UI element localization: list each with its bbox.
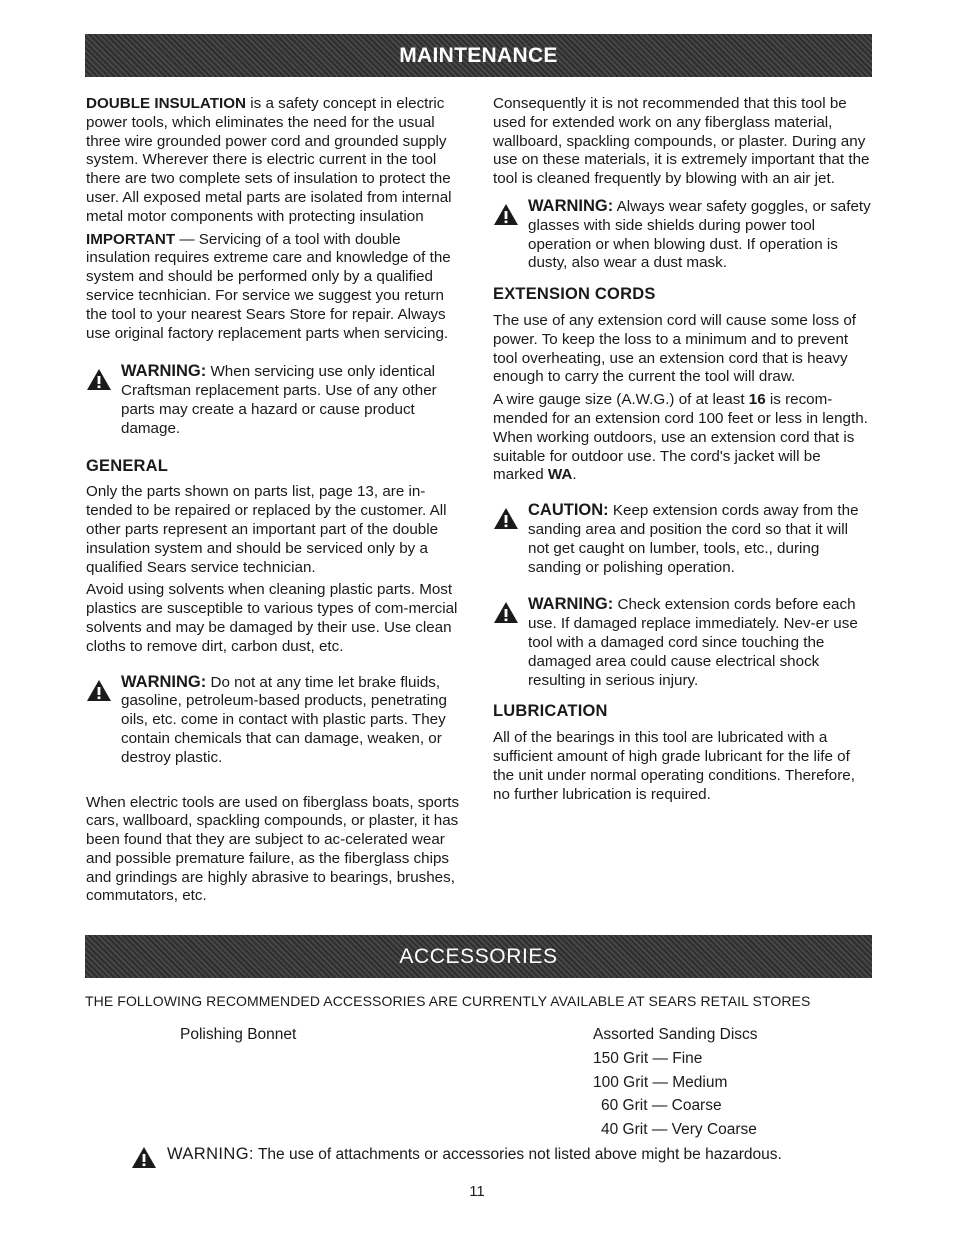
warning-replacement-parts [86,362,466,438]
accessory-polishing-bonnet: Polishing Bonnet [180,1026,297,1043]
warning-label: WARNING: [528,595,614,614]
warning-text: When servicing use only identical Craftsman replacement parts. Use of any other parts may create a hazard or cause product damage. [121,363,437,437]
important-label: IMPORTANT [86,230,176,248]
fiberglass-paragraph: When electric tools are used on fiberglass boats, sports cars, wallboard, spackling compounds, or plaster, it has been found that they are subject to ac-celerated wear and possible premature failure, as the fiberglass chips and grindings are highly abrasive to bearings, brushes, commutators, etc. [86,793,460,905]
warning-text: Do not at any time let brake fluids, gasoline, petroleum-based products, penetrating oils, etc. come in contact with plastic parts. They contain chemicals that can damage, weaken, or destroy plastic. [121,673,447,766]
warning-label: WARNING: [121,672,207,691]
warning-triangle-icon [493,203,519,226]
caution-extension-cords [493,501,873,577]
gauge-value: 16 [748,391,766,409]
extension-text: A wire gauge size (A.W.G.) of at least [493,391,749,409]
warning-triangle-icon [493,601,519,624]
lubrication-heading: LUBRICATION [493,702,608,721]
important-text: — Servicing of a tool with double insulation requires extreme care and knowledge of the system and should be performed only by a qualified service tecnhician. For service we suggest you return the tool to your nearest Sears Store for repair. Always use original factory replacement parts when servicing. [86,230,451,342]
maintenance-header-text: MAINTENANCE [399,44,558,67]
accessory-grit-60: 60 Grit — Coarse [601,1097,722,1114]
jacket-marking: WA [547,466,573,484]
accessories-intro: THE FOLLOWING RECOMMENDED ACCESSORIES ARE CURRENTLY AVAILABLE AT SEARS RETAIL STORES [85,993,811,1009]
warning-check-cords [493,595,873,690]
extension-text: is recom-mended for an extension cord 100 feet or less in length. When working outdoors, use an extension cord that is suitable for outdoor use. The cord's jacket will be marked [493,391,868,484]
warning-label: WARNING: [528,196,614,215]
warning-text: The use of attachments or accessories not listed above might be hazardous. [253,1146,782,1163]
accessory-grit-40: 40 Grit — Very Coarse [601,1121,757,1138]
page-number: 11 [469,1183,485,1200]
warning-label: WARNING: [167,1145,254,1163]
warning-safety-goggles [493,197,873,273]
warning-brake-fluids [86,673,466,768]
extension-cords-heading: EXTENSION CORDS [493,285,656,304]
double-insulation-text: is a safety concept in electric power tools, which eliminates the need for the usual three wire grounded power cord and grounded supply system. Wherever there is electric current in the tool there are two complete sets of insulation to protect the user. All exposed metal parts are isolated from internal metal motor components with protecting insulation [86,95,452,225]
accessories-header-text: ACCESSORIES [399,945,558,968]
maintenance-header [85,34,872,77]
maintenance-right-column [493,95,873,808]
consequently-paragraph: Consequently it is not recommended that this tool be used for extended work on any fiberglass material, wallboard, spackling compounds, or plaster. During any use on these materials, it is extremely important that the tool is cleaned frequently by blowing with an air jet. [493,95,870,188]
accessories-warning [131,1145,782,1165]
warning-text: Always wear safety goggles, or safety glasses with side shields during power tool operation or when blowing dust. If operation is dusty, also wear a dust mask. [528,197,871,272]
accessories-warning-text-wrap [131,1145,782,1165]
caution-text: Keep extension cords away from the sanding area and position the cord so that it will not get caught on lumber, tools, etc., during sanding or polishing operation. [528,502,859,576]
maintenance-left-column [86,95,466,910]
important-paragraph [86,231,466,344]
double-insulation-label: DOUBLE INSULATION [86,95,247,112]
warning-label: WARNING: [121,362,207,381]
warning-triangle-icon [86,368,112,391]
extension-paragraph-2 [493,391,873,485]
general-paragraph-2: Avoid using solvents when cleaning plastic parts. Most plastics are susceptible to various types of com-mercial solvents and may be damaged by their use. Use clean cloths to remove dirt, carbon dust, etc. [86,581,458,655]
caution-label: CAUTION: [528,501,609,520]
double-insulation-paragraph [86,95,466,227]
lubrication-paragraph: All of the bearings in this tool are lubricated with a sufficient amount of high grade lubricant for the life of the unit under normal operating conditions. Therefore, no further lubrication is required. [493,729,855,803]
extension-paragraph-1: The use of any extension cord will cause some loss of power. To keep the loss to a minimum and to prevent tool overheating, use an extension cord that is heavy enough to carry the current the tool will draw. [493,311,856,386]
warning-triangle-icon [86,679,112,702]
warning-text: Check extension cords before each use. If damaged replace immediately. Nev-er use tool with a damaged cord since touching the damaged area could cause electrical shock resulting in serious injury. [528,596,858,689]
warning-triangle-icon [131,1146,157,1169]
accessory-sanding-discs-title: Assorted Sanding Discs [593,1026,758,1043]
general-paragraph-1: Only the parts shown on parts list, page 13, are in-tended to be repaired or replaced by the customer. All other parts represent an important part of the double insulation system and should be serviced only by a qualified Sears service technician. [86,483,447,576]
general-heading: GENERAL [86,456,169,475]
accessories-header [85,935,872,978]
extension-text: . [572,466,577,484]
warning-triangle-icon [493,507,519,530]
accessory-grit-100: 100 Grit — Medium [593,1074,728,1091]
accessory-grit-150: 150 Grit — Fine [593,1050,703,1067]
